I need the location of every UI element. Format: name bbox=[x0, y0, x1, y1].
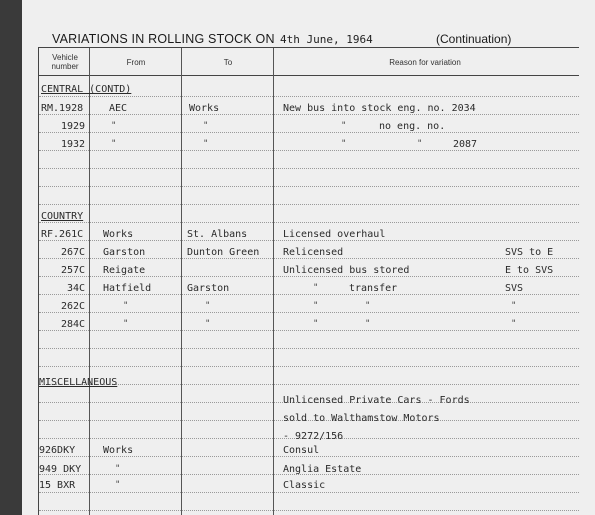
to-value: Works bbox=[189, 103, 220, 114]
note-line: sold to Walthamstow Motors bbox=[283, 413, 440, 424]
rolling-stock-table bbox=[38, 47, 579, 515]
row-rule bbox=[39, 510, 579, 511]
col-header-reason: Reason for variation bbox=[389, 57, 461, 67]
ditto-mark: " bbox=[511, 301, 517, 311]
vehicle-number: 34C bbox=[67, 283, 86, 294]
row-rule bbox=[39, 384, 579, 385]
from-value: Reigate bbox=[103, 265, 146, 276]
col-divider bbox=[89, 48, 90, 515]
vehicle-number: 1932 bbox=[61, 139, 86, 150]
row-rule bbox=[39, 258, 579, 259]
reason-value: 2087 bbox=[453, 139, 478, 150]
ditto-mark: " bbox=[313, 301, 319, 311]
reason-value: Classic bbox=[283, 480, 326, 491]
row-rule bbox=[39, 132, 579, 133]
vehicle-number: 267C bbox=[61, 247, 86, 258]
header-rule bbox=[39, 75, 579, 76]
vehicle-number: RF.261C bbox=[41, 229, 84, 240]
vehicle-number: 1929 bbox=[61, 121, 86, 132]
col-header-from: From bbox=[126, 57, 146, 67]
row-rule bbox=[39, 294, 579, 295]
ditto-mark: " bbox=[111, 121, 117, 131]
ditto-mark: " bbox=[417, 139, 423, 149]
row-rule bbox=[39, 222, 579, 223]
row-rule bbox=[39, 312, 579, 313]
ditto-mark: " bbox=[203, 121, 209, 131]
to-value: Dunton Green bbox=[187, 247, 260, 258]
page-title: VARIATIONS IN ROLLING STOCK ON bbox=[52, 32, 275, 46]
vehicle-number: 284C bbox=[61, 319, 86, 330]
garage-change: E to SVS bbox=[505, 265, 554, 276]
report-date: 4th June, 1964 bbox=[280, 33, 373, 46]
note-line: - 9272/156 bbox=[283, 431, 344, 442]
vehicle-number: 949 DKY bbox=[39, 464, 82, 475]
col-header-vehicle: Vehicle number bbox=[51, 53, 79, 71]
from-value: AEC bbox=[109, 103, 128, 114]
ditto-mark: " bbox=[115, 480, 121, 490]
ditto-mark: " bbox=[365, 319, 371, 329]
ditto-mark: " bbox=[205, 319, 211, 329]
from-value: Hatfield bbox=[103, 283, 152, 294]
section-miscellaneous: MISCELLANEOUS bbox=[39, 377, 118, 388]
from-value: Garston bbox=[103, 247, 146, 258]
continuation-label: (Continuation) bbox=[436, 32, 512, 46]
row-rule bbox=[39, 96, 579, 97]
ditto-mark: " bbox=[365, 301, 371, 311]
row-rule bbox=[39, 348, 579, 349]
to-value: Garston bbox=[187, 283, 230, 294]
reason-value: Unlicensed bus stored bbox=[283, 265, 410, 276]
ditto-mark: " bbox=[511, 319, 517, 329]
col-divider bbox=[273, 48, 274, 515]
reason-value: Anglia Estate bbox=[283, 464, 362, 475]
ditto-mark: " bbox=[123, 301, 129, 311]
vehicle-number: 926DKY bbox=[39, 445, 76, 456]
col-header-to: To bbox=[223, 57, 233, 67]
note-line: Unlicensed Private Cars - Fords bbox=[283, 395, 470, 406]
reason-value: transfer bbox=[349, 283, 398, 294]
to-value: St. Albans bbox=[187, 229, 248, 240]
row-rule bbox=[39, 492, 579, 493]
reason-value: Licensed overhaul bbox=[283, 229, 386, 240]
binding-edge bbox=[0, 0, 22, 515]
document-page bbox=[22, 0, 595, 515]
vehicle-number: 262C bbox=[61, 301, 86, 312]
ditto-mark: " bbox=[341, 139, 347, 149]
reason-value: no eng. no. bbox=[379, 121, 446, 132]
row-rule bbox=[39, 276, 579, 277]
garage-change: SVS to E bbox=[505, 247, 554, 258]
garage-change: SVS bbox=[505, 283, 524, 294]
vehicle-number: 15 BXR bbox=[39, 480, 76, 491]
row-rule bbox=[39, 240, 579, 241]
ditto-mark: " bbox=[123, 319, 129, 329]
ditto-mark: " bbox=[205, 301, 211, 311]
vehicle-number: RM.1928 bbox=[41, 103, 84, 114]
from-value: Works bbox=[103, 445, 134, 456]
ditto-mark: " bbox=[203, 139, 209, 149]
ditto-mark: " bbox=[313, 283, 319, 293]
from-value: Works bbox=[103, 229, 134, 240]
reason-value: Relicensed bbox=[283, 247, 344, 258]
ditto-mark: " bbox=[341, 121, 347, 131]
ditto-mark: " bbox=[111, 139, 117, 149]
row-rule bbox=[39, 330, 579, 331]
row-rule bbox=[39, 204, 579, 205]
ditto-mark: " bbox=[115, 464, 121, 474]
ditto-mark: " bbox=[313, 319, 319, 329]
vehicle-number: 257C bbox=[61, 265, 86, 276]
reason-value: Consul bbox=[283, 445, 320, 456]
section-central: CENTRAL (CONTD) bbox=[41, 84, 132, 95]
row-rule bbox=[39, 168, 579, 169]
row-rule bbox=[39, 114, 579, 115]
section-country: COUNTRY bbox=[41, 211, 84, 222]
row-rule bbox=[39, 186, 579, 187]
reason-value: New bus into stock eng. no. 2034 bbox=[283, 103, 476, 114]
row-rule bbox=[39, 150, 579, 151]
row-rule bbox=[39, 456, 579, 457]
col-divider bbox=[181, 48, 182, 515]
row-rule bbox=[39, 366, 579, 367]
